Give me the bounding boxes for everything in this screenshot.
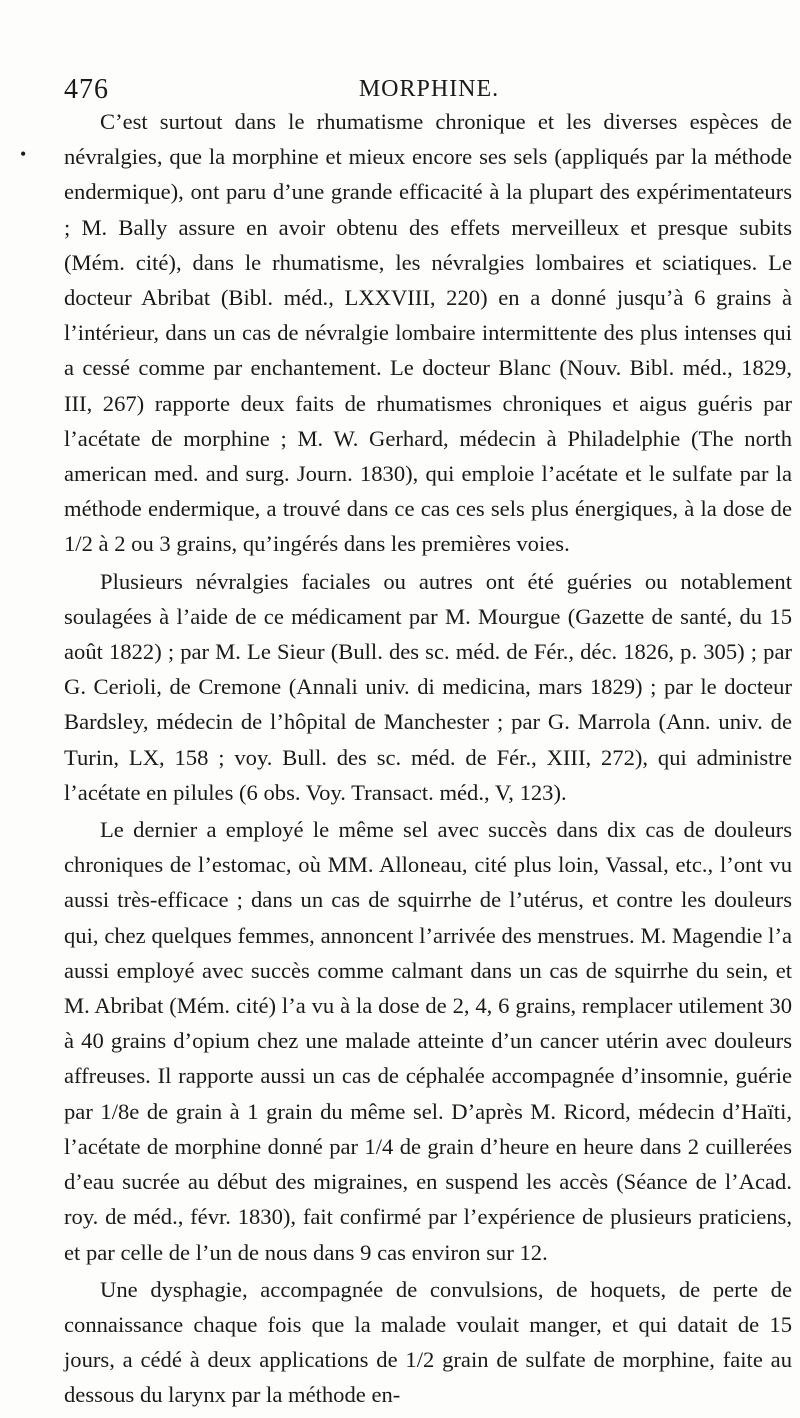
paragraph-dysphagia: Une dysphagie, accompagnée de convulsions, de hoquets, de perte de connaissance chaque fois que la malade voulait manger, et qui datait de 15 jours, a cédé à deux applications de 1/2 grain de sulfate de morphine, faite au dessous du larynx par la méthode en- (64, 1276, 792, 1408)
page-header (64, 74, 794, 108)
paragraph-rheumatism: C’est surtout dans le rhumatisme chronique et les diverses espèces de névralgies, que la morphine et mieux encore ses sels (appliqués par la méthode endermique), ont paru d’une grande efficacité à la plupart des expérimentateurs ; M. Bally assure en avoir obtenu des effets merveilleux et presque subits (Mém. cité), dans le rhumatisme, les névralgies lombaires et sciatiques. Le docteur Abribat (Bibl. méd., LXXVIII, 220) en a donné jusqu’à 6 grains à l’intérieur, dans un cas de névralgie lombaire intermittente des plus intenses qui a cessé comme par enchantement. Le docteur Blanc (Nouv. Bibl. méd., 1829, III, 267) rapporte deux faits de rhumatismes chroniques et aigus guéris par l’acétate de morphine ; M. W. Gerhard, médecin à Philadelphie (The north american med. and surg. Journ. 1830), qui emploie l’acétate et le sulfate par la méthode endermique, a trouvé dans ce cas ces sels plus énergiques, à la dose de 1/2 à 2 ou 3 grains, qu’ingérés dans les premières voies. (64, 109, 792, 557)
page-number: 476 (64, 74, 109, 105)
body-text (64, 104, 792, 1413)
margin-mark: • (20, 144, 27, 164)
paragraph-stomach-pain: Le dernier a employé le même sel avec succès dans dix cas de douleurs chroniques de l’estomac, où MM. Alloneau, cité plus loin, Vassal, etc., l’ont vu aussi très-efficace ; dans un cas de squirrhe de l’utérus, et contre les douleurs qui, chez quelques femmes, annoncent l’arrivée des menstrues. M. Magendie l’a aussi employé avec succès comme calmant dans un cas de squirrhe du sein, et M. Abribat (Mém. cité) l’a vu à la dose de 2, 4, 6 grains, remplacer utilement 30 à 40 grains d’opium chez une malade atteinte d’un cancer utérin avec douleurs affreuses. Il rapporte aussi un cas de céphalée accompagnée d’insomnie, guérie par 1/8e de grain à 1 grain du même sel. D’après M. Ricord, médecin d’Haïti, l’acétate de morphine donné par 1/4 de grain d’heure en heure dans 2 cuillerées d’eau sucrée au début des migraines, en suspend les accès (Séance de l’Acad. roy. de méd., févr. 1830), fait confirmé par l’expérience de plusieurs praticiens, et par celle de l’un de nous dans 9 cas environ sur 12. (64, 817, 792, 1265)
running-title: MORPHINE. (358, 76, 500, 102)
paragraph-facial-neuralgia: Plusieurs névralgies faciales ou autres ont été guéries ou notablement soulagées à l’aide de ce médicament par M. Mourgue (Gazette de santé, du 15 août 1822) ; par M. Le Sieur (Bull. des sc. méd. de Fér., déc. 1826, p. 305) ; par G. Cerioli, de Cremone (Annali univ. di medicina, mars 1829) ; par le docteur Bardsley, médecin de l’hôpital de Manchester ; par G. Marrola (Ann. univ. de Turin, LX, 158 ; voy. Bull. des sc. méd. de Fér., XIII, 272), qui administre l’acétate en pilules (6 obs. Voy. Transact. méd., V, 123). (64, 568, 792, 805)
